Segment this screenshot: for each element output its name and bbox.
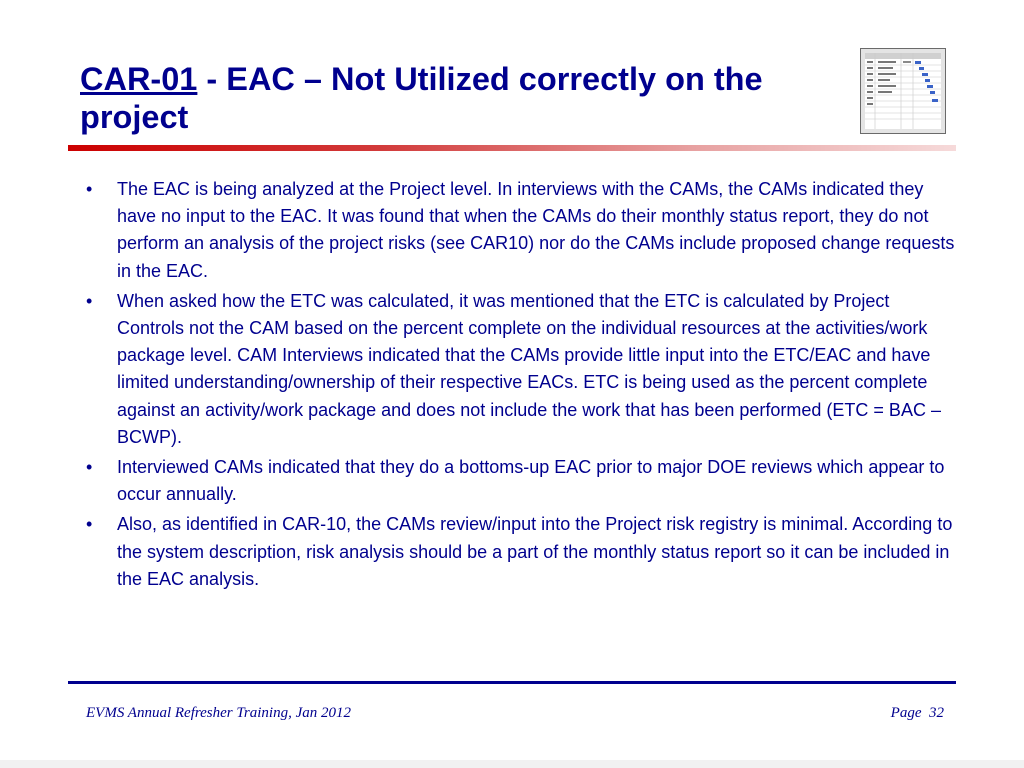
bullet-item bbox=[86, 511, 956, 593]
bullet-text: Interviewed CAMs indicated that they do a bottoms-up EAC prior to major DOE reviews which appear to occur annually. bbox=[117, 457, 945, 505]
gantt-schedule-thumbnail-icon bbox=[860, 48, 946, 134]
bullet-text: The EAC is being analyzed at the Project level. In interviews with the CAMs, the CAMs indicated they have no input to the EAC. It was found that when the CAMs do their monthly status report, they do not perform an analysis of the project risks (see CAR10) nor do the CAMs include proposed change requests in the EAC. bbox=[117, 179, 955, 281]
bullet-icon: • bbox=[86, 514, 93, 535]
bullet-icon: • bbox=[86, 179, 93, 199]
bullet-icon: • bbox=[86, 457, 93, 478]
bullet-text: Also, as identified in CAR-10, the CAMs review/input into the Project risk registry is minimal. According to the system description, risk analysis should be a part of the monthly status report so it can be included in the EAC analysis. bbox=[117, 514, 953, 589]
page-number-value: 32 bbox=[929, 705, 944, 721]
bullet-list bbox=[86, 176, 956, 596]
slide-title bbox=[80, 60, 840, 136]
page-number bbox=[891, 705, 944, 722]
bullet-text: When asked how the ETC was calculated, it was mentioned that the ETC is calculated by Project Controls not the CAM based on the percent complete on the individual resources at the activities/work package level. CAM Interviews indicated that the CAMs provide little input into the ETC/EAC and have limited understanding/ownership of their respective EACs. ETC is being used as the percent complete against an activity/work package and does not include the work that has been performed (ETC = BAC – BCWP). bbox=[117, 290, 941, 447]
slide-title-text: - EAC – Not Utilized correctly on the project bbox=[80, 61, 763, 135]
page-label: Page bbox=[890, 705, 922, 721]
footer-caption: EVMS Annual Refresher Training, Jan 2012 bbox=[86, 705, 351, 721]
bottom-strip bbox=[0, 760, 1024, 768]
bullet-item bbox=[86, 288, 956, 451]
title-divider bbox=[68, 145, 956, 151]
footer-divider bbox=[68, 681, 956, 684]
car-01-link[interactable]: CAR-01 bbox=[80, 61, 198, 97]
bullet-item bbox=[86, 454, 956, 508]
bullet-item bbox=[86, 176, 956, 285]
bullet-icon: • bbox=[86, 290, 93, 311]
